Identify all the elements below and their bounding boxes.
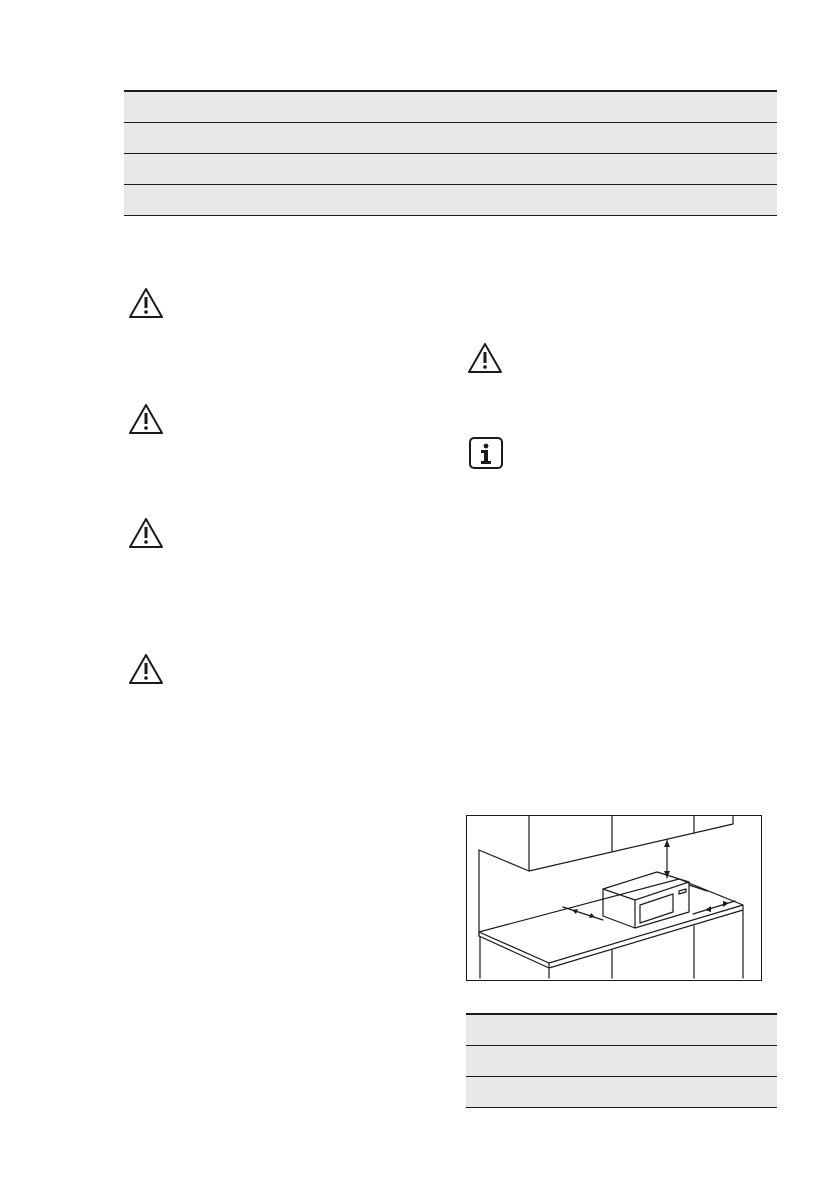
spec-table-bottom [466,1013,777,1108]
table-row [466,1015,777,1046]
table-row [466,1077,777,1108]
table-row [124,185,777,216]
table-row [124,154,777,185]
table-row [466,1046,777,1077]
table-row [124,92,777,123]
warning-triangle-icon [128,403,164,435]
installation-figure [466,815,762,981]
warning-triangle-icon [128,287,164,319]
warning-triangle-icon [467,342,503,374]
warning-triangle-icon [128,653,164,685]
table-row [124,123,777,154]
spec-table-top [124,90,777,216]
info-icon [468,436,504,470]
microwave-clearance-illustration [467,816,763,982]
warning-triangle-icon [128,517,164,549]
